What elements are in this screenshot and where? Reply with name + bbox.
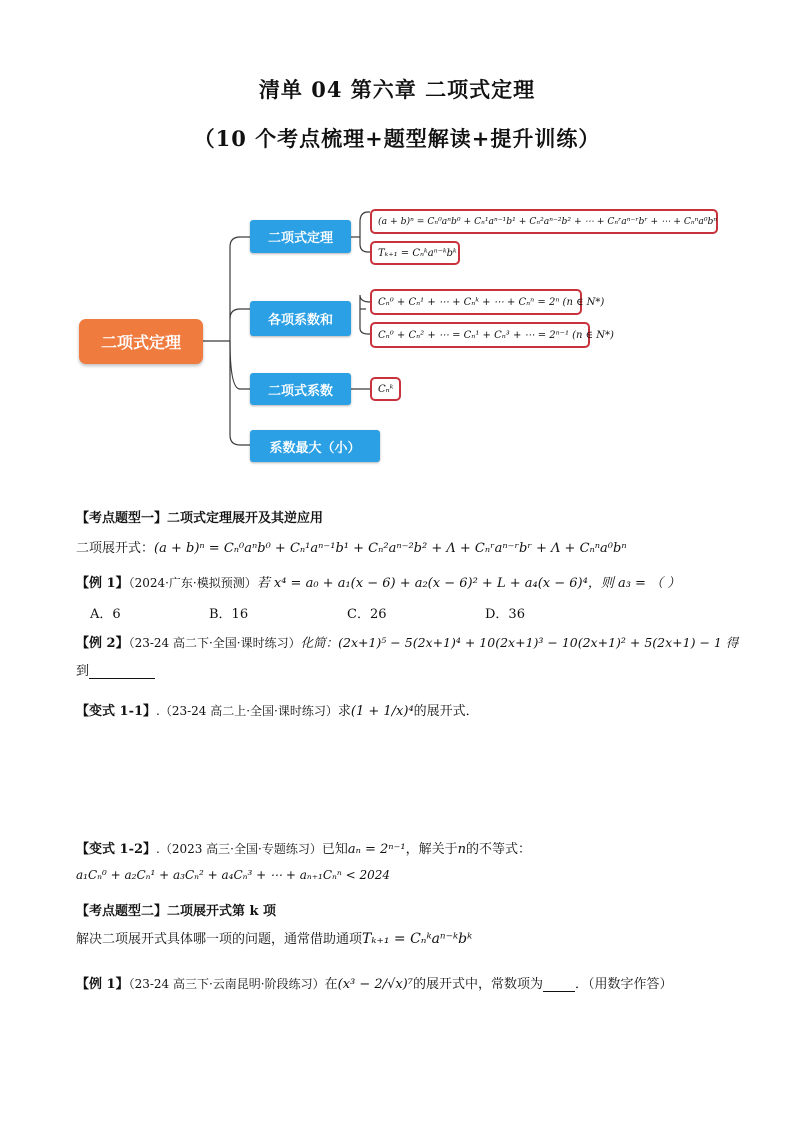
page-subtitle: （10 个考点梳理+题型解读+提升训练） <box>193 126 601 151</box>
variant-1-1-text-pre: 求 <box>337 704 351 719</box>
example-1 <box>76 572 680 591</box>
example-2-tag: 【例 2】 <box>76 636 129 651</box>
example-2-cont <box>76 660 155 679</box>
variant-1-2-text-a: 已知 <box>321 842 348 857</box>
example-3-expr: (x³ − 2/√x)⁷ <box>337 977 413 992</box>
expansion-label: 二项展开式： <box>76 541 155 556</box>
variant-1-1-text-post: 的展开式． <box>413 704 479 719</box>
variant-1-2-text-c: 的不等式： <box>466 842 532 857</box>
variant-1-2-expr-a: aₙ = 2ⁿ⁻¹ <box>347 842 406 857</box>
variant-1-1-source: .（23-24 高二上·全国·课时练习） <box>156 704 338 718</box>
variant-1-2-text-b: ，解关于 <box>405 842 458 857</box>
example-1-option-c: C．26 <box>347 607 387 622</box>
general-term-formula: Tₖ₊₁ = Cₙᵏaⁿ⁻ᵏbᵏ <box>362 931 473 947</box>
example-3-text-end: ．（用数字作答） <box>574 977 673 992</box>
formula-binomial-coefficient: Cₙᵏ <box>370 377 401 401</box>
mindmap-node-binomial-coefficient: 二项式系数 <box>250 373 351 405</box>
example-1-option-d: D．36 <box>485 607 525 622</box>
formula-general-term: Tₖ₊₁ = Cₙᵏaⁿ⁻ᵏbᵏ <box>370 241 460 265</box>
formula-coefficient-sum-all: Cₙ⁰ + Cₙ¹ + ⋯ + Cₙᵏ + ⋯ + Cₙⁿ = 2ⁿ (n ∈ N*) <box>370 289 582 315</box>
variant-1-2-var: n <box>457 842 467 857</box>
variant-1-2-source: .（2023 高三·全国·专题练习） <box>156 842 322 856</box>
example-3-text-pre: 在 <box>324 977 338 992</box>
example-2-answer-blank[interactable] <box>89 664 155 679</box>
formula-binomial-expansion: (a + b)ⁿ = Cₙ⁰aⁿb⁰ + Cₙ¹aⁿ⁻¹b¹ + Cₙ²aⁿ⁻²b² + ⋯ + Cₙʳaⁿ⁻ʳbʳ + ⋯ + Cₙⁿa⁰bⁿ <box>370 209 718 234</box>
variant-1-1-tag: 【变式 1-1】 <box>76 704 157 719</box>
variant-1-2-tag: 【变式 1-2】 <box>76 842 157 857</box>
example-1-tag: 【例 1】 <box>76 576 129 591</box>
example-2-text-end: 到 <box>76 664 90 679</box>
example-1-option-b: B．16 <box>209 607 249 622</box>
example-1-text: 若 x⁴ = a₀ + a₁(x − 6) + a₂(x − 6)² + L + a₄(x − 6)⁴，则 a₃ = （ ） <box>256 576 681 591</box>
example-3-source: （23-24 高三下·云南昆明·阶段练习） <box>128 977 325 991</box>
general-term-text: 解决二项展开式具体哪一项的问题，通常借助通项 <box>76 932 363 947</box>
example-3-text-post: 的展开式中，常数项为 <box>412 977 543 992</box>
variant-1-2 <box>76 838 531 857</box>
general-term-line <box>76 928 472 947</box>
expansion-line <box>76 537 627 556</box>
example-3 <box>76 973 673 992</box>
mindmap-node-max-coefficient: 系数最大（小） <box>250 430 380 462</box>
formula-coefficient-sum-odd-even: Cₙ⁰ + Cₙ² + ⋯ = Cₙ¹ + Cₙ³ + ⋯ = 2ⁿ⁻¹ (n ∈ N*) <box>370 322 590 348</box>
mindmap-connectors <box>0 0 794 480</box>
section-heading-2: 【考点题型二】二项展开式第 k 项 <box>76 904 277 919</box>
variant-1-1-expr: (1 + 1/x)⁴ <box>350 704 414 719</box>
example-3-tag: 【例 1】 <box>76 977 129 992</box>
section-heading-1: 【考点题型一】二项式定理展开及其逆应用 <box>76 511 324 526</box>
example-2 <box>76 632 738 651</box>
example-1-source: （2024·广东·模拟预测） <box>128 576 257 590</box>
example-3-answer-blank[interactable] <box>543 977 575 992</box>
example-2-text: 化简：(2x+1)⁵ − 5(2x+1)⁴ + 10(2x+1)³ − 10(2x+1)² + 5(2x+1) − 1 得 <box>300 635 739 650</box>
variant-1-2-inequality: a₁Cₙ⁰ + a₂Cₙ¹ + a₃Cₙ² + a₄Cₙ³ + ⋯ + aₙ₊₁Cₙⁿ < 2024 <box>76 868 390 882</box>
example-2-source: （23-24 高二下·全国·课时练习） <box>128 636 301 650</box>
expansion-formula: (a + b)ⁿ = Cₙ⁰aⁿb⁰ + Cₙ¹aⁿ⁻¹b¹ + Cₙ²aⁿ⁻²b² + Λ + Cₙʳaⁿ⁻ʳbʳ + Λ + Cₙⁿa⁰bⁿ <box>154 541 627 556</box>
variant-1-1 <box>76 700 479 719</box>
mindmap-node-binomial-theorem: 二项式定理 <box>250 220 351 253</box>
page-title: 清单 04 第六章 二项式定理 <box>258 77 536 102</box>
mindmap-node-coefficient-sum: 各项系数和 <box>250 301 351 336</box>
mindmap-root: 二项式定理 <box>79 319 203 364</box>
example-1-option-a: A．6 <box>90 607 121 622</box>
